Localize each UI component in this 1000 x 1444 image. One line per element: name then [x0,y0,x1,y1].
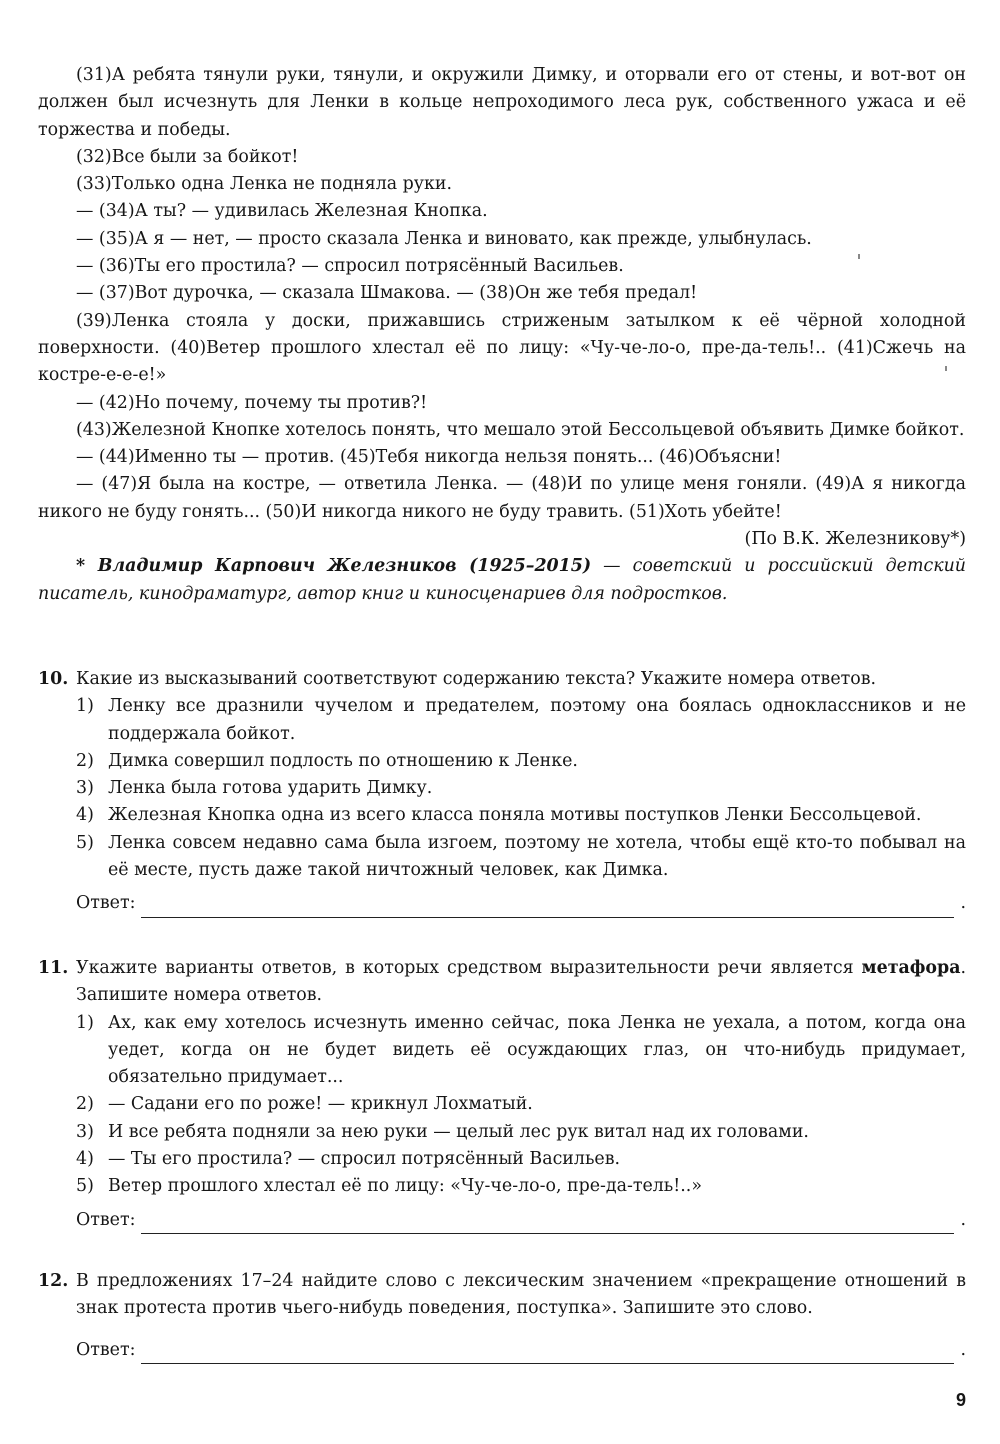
task-number: 10. [38,669,69,689]
task-question [76,1268,966,1323]
passage-paragraph: (31)А ребята тянули руки, тянули, и окружили Димку, и оторвали его от стены, и вот-вот он должен был исчезнуть для Ленки в кольце непроходимого леса рук, собственного ужаса и её торжества и победы. [38,65,966,140]
answer-end-mark: . [960,1339,966,1360]
option-number: 4) [76,1149,94,1170]
answer-row [76,1207,966,1234]
option-item [76,1010,966,1092]
option-text: — Садани его по роже! — крикнул Лохматый. [108,1094,533,1115]
task-10 [38,666,966,918]
passage-paragraph: — (47)Я была на костре, — ответила Ленка. — (48)И по улице меня гоняли. (49)А я никогда никого не буду гонять... (50)И никогда никого не буду травить. (51)Хоть убейте! [38,474,966,522]
reading-passage [38,62,966,608]
question-text: Укажите варианты ответов, в которых средством выразительности речи является [76,958,862,978]
scan-speck [858,254,860,259]
option-item [76,775,966,802]
answer-options [76,1010,966,1201]
passage-paragraph: — (34)А ты? — удивилась Железная Кнопка. [76,201,488,222]
option-text: Ветер прошлого хлестал её по лицу: «Чу-че-ло-о, пре-да-тель!..» [108,1176,702,1197]
option-number: 1) [76,1012,94,1033]
answer-label: Ответ: [76,1209,136,1230]
task-number: 12. [38,1271,69,1291]
passage-paragraph: — (35)А я — нет, — просто сказала Ленка и виновато, как прежде, улыбнулась. [76,228,812,249]
option-text: И все ребята подняли за нею руки — целый лес рук витал над их головами. [108,1121,809,1142]
option-number: 5) [76,1176,94,1197]
footnote-author: * Владимир Карпович Железников (1925–2015) [76,556,592,577]
option-item [76,1146,966,1173]
option-item [76,693,966,748]
option-number: 2) [76,1094,94,1115]
option-text: Ленка совсем недавно сама была изгоем, поэтому не хотела, чтобы ещё кто-то побывал на её месте, пусть даже такой ничтожный человек, как Димка. [108,832,966,881]
question-text-end: . Запишите номера ответов. [76,958,966,1006]
option-number: 4) [76,805,94,826]
option-text: Ах, как ему хотелось исчезнуть именно сейчас, пока Ленка не уехала, а потом, когда она уедет, когда он не будет видеть её осуждающих глаз, он что-нибудь придумает, обязательно придумает... [108,1012,966,1088]
answer-end-mark: . [960,1209,966,1230]
passage-paragraph: — (44)Именно ты — против. (45)Тебя никогда нельзя понять... (46)Объясни! [76,447,782,468]
task-11 [38,955,966,1234]
answer-field[interactable] [141,1341,954,1364]
task-question [76,666,966,693]
option-number: 3) [76,1121,94,1142]
passage-paragraph: — (42)Но почему, почему ты против?! [76,392,428,413]
option-item [76,1173,966,1200]
passage-paragraph: — (37)Вот дурочка, — сказала Шмакова. — (38)Он же тебя предал! [76,283,698,304]
option-item [76,748,966,775]
task-12 [38,1268,966,1364]
scan-speck [945,366,947,371]
option-item [76,802,966,829]
option-number: 5) [76,832,94,853]
question-text: Какие из высказываний соответствуют содержанию текста? Укажите номера ответов. [76,669,877,689]
option-text: Ленка была готова ударить Димку. [108,778,433,799]
option-number: 1) [76,696,94,717]
answer-field[interactable] [141,895,954,918]
question-keyword: метафора [861,958,961,978]
passage-paragraph: (39)Ленка стояла у доски, прижавшись стриженым затылком к её чёрной холодной поверхности. (40)Ветер прошлого хлестал её по лицу: «Чу-че-ло-о, пре-да-тель!.. (41)Сжечь на костре-е-е-е!» [38,310,966,386]
answer-end-mark: . [960,893,966,914]
task-number: 11. [38,958,69,978]
page-number: 9 [955,1390,966,1410]
question-text: В предложениях 17–24 найдите слово с лексическим значением «прекращение отношений в знак протеста против чьего-нибудь поведения, поступка». Запишите это слово. [76,1271,966,1319]
option-number: 3) [76,778,94,799]
passage-paragraph: (43)Железной Кнопке хотелось понять, что мешало этой Бессольцевой объявить Димке бойкот. [76,419,965,440]
option-text: — Ты его простила? — спросил потрясённый Васильев. [108,1149,621,1170]
option-text: Ленку все дразнили чучелом и предателем, поэтому она боялась одноклассников и не поддержала бойкот. [108,696,966,744]
answer-row [76,890,966,917]
option-item [76,830,966,885]
task-question [76,955,966,1010]
passage-source: (По В.К. Железникову*) [744,529,966,550]
option-text: Железная Кнопка одна из всего класса поняла мотивы поступков Ленки Бессольцевой. [108,805,922,826]
option-text: Димка совершил подлость по отношению к Ленке. [108,750,578,771]
passage-paragraph: (33)Только одна Ленка не подняла руки. [76,174,453,195]
answer-label: Ответ: [76,1339,136,1360]
option-item [76,1091,966,1118]
footnote-description: — советский и российский детский писатель, кинодраматург, автор книг и киносценариев для подростков. [38,556,966,604]
passage-paragraph: (32)Все были за бойкот! [76,146,299,167]
answer-options [76,693,966,884]
answer-label: Ответ: [76,893,136,914]
option-item [76,1119,966,1146]
answer-field[interactable] [141,1211,954,1234]
answer-row [76,1337,966,1364]
passage-paragraph: — (36)Ты его простила? — спросил потрясённый Васильев. [76,256,624,277]
option-number: 2) [76,750,94,771]
author-footnote [38,553,966,608]
